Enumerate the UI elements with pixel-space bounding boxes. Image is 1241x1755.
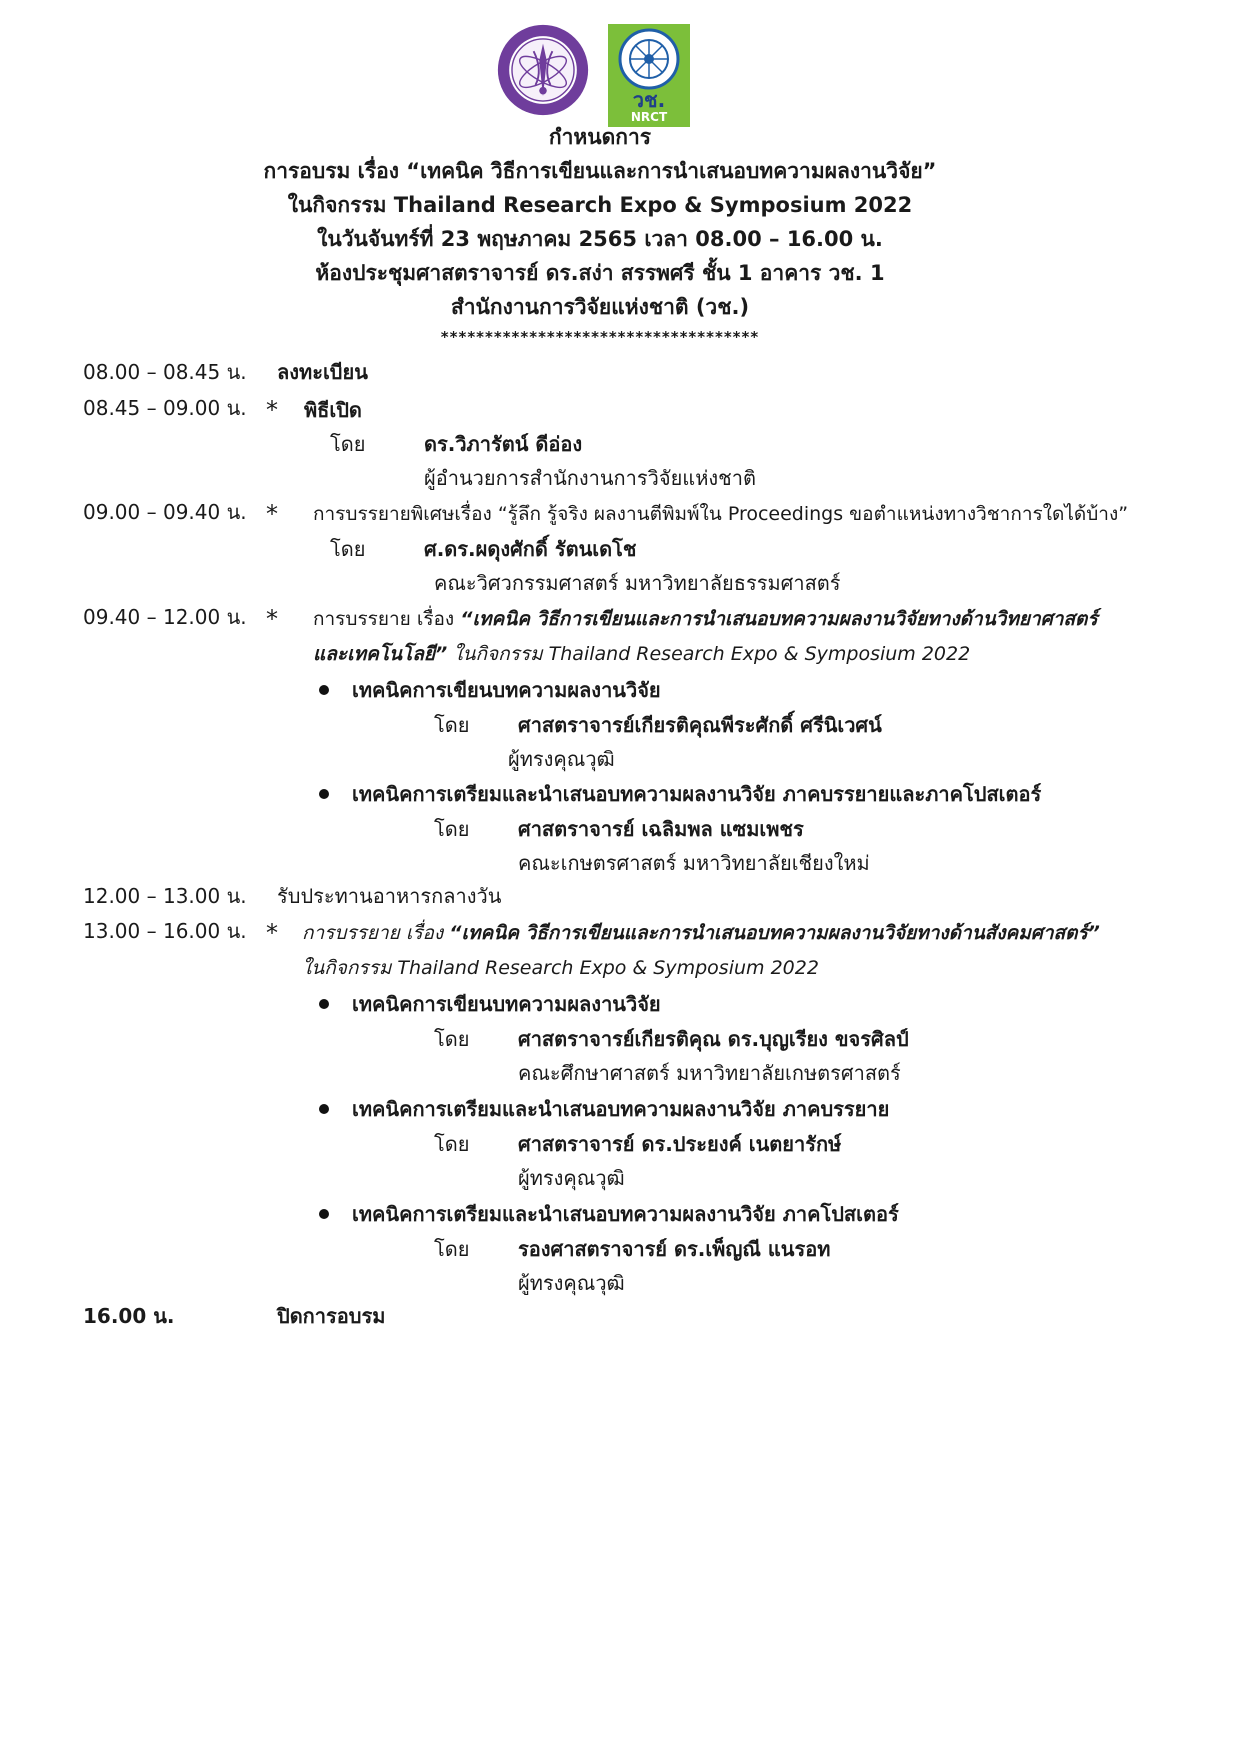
asterisk-icon: * (266, 605, 278, 633)
dharma-wheel-icon (608, 24, 690, 94)
session-title: รับประทานอาหารกลางวัน (277, 884, 502, 908)
by-label: โดย (330, 537, 366, 561)
session-title: การบรรยายพิเศษเรื่อง “รู้ลึก รู้จริง ผลงานตีพิมพ์ใน Proceedings ขอตำแหน่งทางวิชาการใดได้บ้าง” (313, 503, 1129, 525)
session-title: “เทคนิค วิธีการเขียนและการนำเสนอบทความผลงานวิจัยทางด้านสังคมศาสตร์” (449, 922, 1100, 944)
topic-title: เทคนิคการเตรียมและนำเสนอบทความผลงานวิจัย ภาคบรรยายและภาคโปสเตอร์ (352, 782, 1042, 806)
session-title-end: และเทคโนโลยี” (313, 643, 448, 665)
speaker-name: ศ.ดร.ผดุงศักดิ์ รัตนเดโช (424, 537, 637, 561)
speaker-name: ศาสตราจารย์ ดร.ประยงค์ เนตยารักษ์ (518, 1132, 842, 1156)
bullet-icon (319, 999, 329, 1009)
session-lead (302, 919, 1100, 947)
time-slot: 08.00 – 08.45 น. (83, 360, 247, 384)
session-event: ในกิจกรรม Thailand Research Expo & Symposium 2022 (302, 957, 819, 979)
header-event: ในกิจกรรม Thailand Research Expo & Symposium 2022 (287, 193, 913, 217)
speaker-affiliation: คณะเกษตรศาสตร์ มหาวิทยาลัยเชียงใหม่ (518, 851, 870, 875)
header-divider: ************************************ (440, 328, 760, 346)
header-date: ในวันจันทร์ที่ 23 พฤษภาคม 2565 เวลา 08.00 – 16.00 น. (317, 227, 883, 251)
session-title: พิธีเปิด (304, 398, 362, 422)
bullet-icon (319, 1209, 329, 1219)
session-lead-text: การบรรยาย เรื่อง (313, 608, 455, 630)
asterisk-icon: * (266, 500, 278, 528)
time-slot: 16.00 น. (83, 1304, 175, 1328)
session-lead (313, 605, 1098, 633)
science-society-seal-logo (496, 23, 590, 117)
header-course-title: การอบรม เรื่อง “เทคนิค วิธีการเขียนและการนำเสนอบทความผลงานวิจัย” (263, 159, 937, 183)
time-slot: 08.45 – 09.00 น. (83, 396, 247, 420)
by-label: โดย (330, 432, 366, 456)
time-slot: 09.00 – 09.40 น. (83, 500, 247, 524)
time-slot: 09.40 – 12.00 น. (83, 605, 247, 629)
speaker-affiliation: คณะศึกษาศาสตร์ มหาวิทยาลัยเกษตรศาสตร์ (518, 1061, 901, 1085)
header-venue: ห้องประชุมศาสตราจารย์ ดร.สง่า สรรพศรี ชั้น 1 อาคาร วช. 1 (315, 261, 885, 285)
speaker-name: รองศาสตราจารย์ ดร.เพ็ญณี แนรอท (518, 1237, 831, 1261)
by-label: โดย (434, 1237, 470, 1261)
session-lead-text: การบรรยาย เรื่อง (302, 922, 444, 944)
speaker-name: ศาสตราจารย์ เฉลิมพล แซมเพชร (518, 817, 804, 841)
topic-title: เทคนิคการเตรียมและนำเสนอบทความผลงานวิจัย ภาคบรรยาย (352, 1097, 890, 1121)
session-title-continued (313, 640, 970, 668)
topic-title: เทคนิคการเขียนบทความผลงานวิจัย (352, 992, 661, 1016)
by-label: โดย (434, 713, 470, 737)
time-slot: 13.00 – 16.00 น. (83, 919, 247, 943)
topic-title: เทคนิคการเขียนบทความผลงานวิจัย (352, 678, 661, 702)
header-organization: สำนักงานการวิจัยแห่งชาติ (วช.) (450, 295, 750, 319)
speaker-affiliation: ผู้ทรงคุณวุฒิ (518, 1166, 625, 1190)
nrct-logo-english: NRCT (630, 110, 668, 124)
speaker-name: ศาสตราจารย์เกียรติคุณพีระศักดิ์ ศรีนิเวศน์ (518, 713, 882, 737)
speaker-affiliation: ผู้ทรงคุณวุฒิ (518, 1271, 625, 1295)
bullet-icon (319, 1104, 329, 1114)
header-title: กำหนดการ (548, 125, 652, 149)
asterisk-icon: * (266, 919, 278, 947)
asterisk-icon: * (266, 396, 278, 424)
by-label: โดย (434, 1027, 470, 1051)
speaker-name: ดร.วิภารัตน์ ดีอ่อง (424, 432, 583, 456)
speaker-name: ศาสตราจารย์เกียรติคุณ ดร.บุญเรียง ขจรศิลป์ (518, 1027, 909, 1051)
topic-title: เทคนิคการเตรียมและนำเสนอบทความผลงานวิจัย ภาคโปสเตอร์ (352, 1202, 899, 1226)
session-title: ลงทะเบียน (277, 360, 368, 384)
session-title: “เทคนิค วิธีการเขียนและการนำเสนอบทความผลงานวิจัยทางด้านวิทยาศาสตร์ (460, 608, 1098, 630)
nrct-logo-thai: วช. (632, 88, 666, 112)
session-event: ในกิจกรรม Thailand Research Expo & Symposium 2022 (447, 643, 971, 665)
nrct-logo (608, 24, 690, 127)
bullet-icon (319, 685, 329, 695)
by-label: โดย (434, 817, 470, 841)
time-slot: 12.00 – 13.00 น. (83, 884, 247, 908)
by-label: โดย (434, 1132, 470, 1156)
speaker-affiliation: คณะวิศวกรรมศาสตร์ มหาวิทยาลัยธรรมศาสตร์ (434, 571, 841, 595)
speaker-affiliation: ผู้อำนวยการสำนักงานการวิจัยแห่งชาติ (424, 466, 756, 490)
bullet-icon (319, 789, 329, 799)
speaker-affiliation: ผู้ทรงคุณวุฒิ (508, 747, 615, 771)
session-title: ปิดการอบรม (277, 1304, 386, 1328)
